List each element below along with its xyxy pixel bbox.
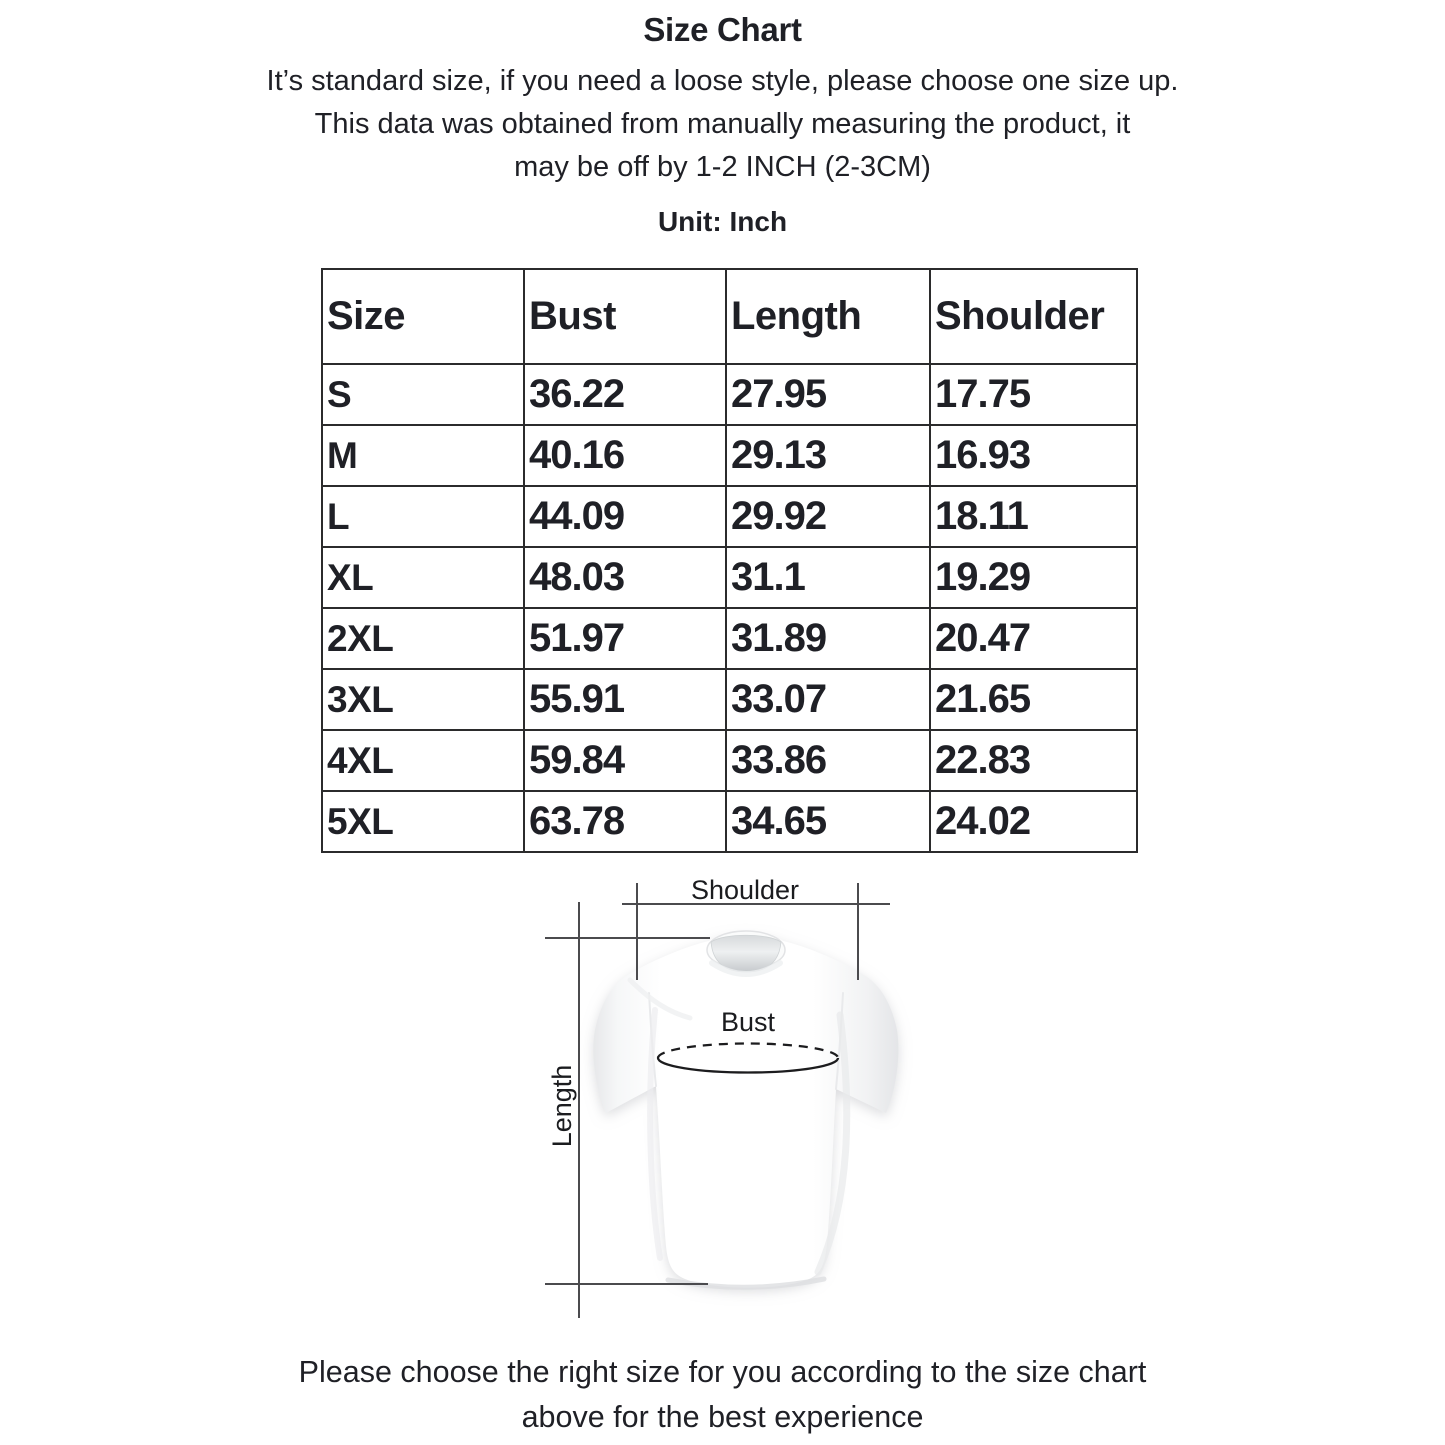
footer-note bbox=[0, 1350, 1445, 1440]
size-cell: L bbox=[322, 486, 524, 547]
size-note-line: This data was obtained from manually measuring the product, it bbox=[314, 108, 1131, 140]
column-header-size: Size bbox=[322, 269, 524, 364]
size-cell: XL bbox=[322, 547, 524, 608]
size-cell: S bbox=[322, 364, 524, 425]
shoulder-cell: 20.47 bbox=[930, 608, 1137, 669]
size-table-header-row bbox=[322, 269, 1137, 364]
length-cell: 33.07 bbox=[726, 669, 930, 730]
bust-measure-label: Bust bbox=[720, 1007, 776, 1037]
bust-cell: 51.97 bbox=[524, 608, 726, 669]
shoulder-cell: 17.75 bbox=[930, 364, 1137, 425]
bust-cell: 63.78 bbox=[524, 791, 726, 852]
length-cell: 29.92 bbox=[726, 486, 930, 547]
shoulder-cell: 16.93 bbox=[930, 425, 1137, 486]
table-row bbox=[322, 486, 1137, 547]
length-cell: 31.1 bbox=[726, 547, 930, 608]
length-cell: 34.65 bbox=[726, 791, 930, 852]
table-row bbox=[322, 791, 1137, 852]
footer-note-line: above for the best experience bbox=[521, 1400, 924, 1434]
table-row bbox=[322, 669, 1137, 730]
size-note-line: may be off by 1-2 INCH (2-3CM) bbox=[514, 151, 931, 183]
table-row bbox=[322, 425, 1137, 486]
column-header-shoulder: Shoulder bbox=[930, 269, 1137, 364]
bust-cell: 55.91 bbox=[524, 669, 726, 730]
size-cell: M bbox=[322, 425, 524, 486]
unit-label: Unit: Inch bbox=[657, 206, 788, 237]
size-cell: 5XL bbox=[322, 791, 524, 852]
size-cell: 2XL bbox=[322, 608, 524, 669]
length-cell: 27.95 bbox=[726, 364, 930, 425]
bust-cell: 36.22 bbox=[524, 364, 726, 425]
shoulder-cell: 19.29 bbox=[930, 547, 1137, 608]
shoulder-cell: 24.02 bbox=[930, 791, 1137, 852]
tshirt-graphic bbox=[593, 931, 898, 1288]
table-row bbox=[322, 608, 1137, 669]
table-row bbox=[322, 547, 1137, 608]
bust-cell: 59.84 bbox=[524, 730, 726, 791]
size-table bbox=[321, 268, 1138, 853]
footer-note-line: Please choose the right size for you according to the size chart bbox=[298, 1355, 1147, 1389]
column-header-length: Length bbox=[726, 269, 930, 364]
table-row bbox=[322, 364, 1137, 425]
page-title: Size Chart bbox=[643, 11, 802, 48]
length-cell: 29.13 bbox=[726, 425, 930, 486]
column-header-bust: Bust bbox=[524, 269, 726, 364]
bust-cell: 40.16 bbox=[524, 425, 726, 486]
shoulder-cell: 18.11 bbox=[930, 486, 1137, 547]
bust-cell: 48.03 bbox=[524, 547, 726, 608]
bust-cell: 44.09 bbox=[524, 486, 726, 547]
table-row bbox=[322, 730, 1137, 791]
length-measure-label: Length bbox=[547, 1064, 577, 1148]
size-note bbox=[0, 60, 1445, 189]
size-cell: 3XL bbox=[322, 669, 524, 730]
length-cell: 31.89 bbox=[726, 608, 930, 669]
shoulder-cell: 21.65 bbox=[930, 669, 1137, 730]
shoulder-cell: 22.83 bbox=[930, 730, 1137, 791]
shoulder-measure-label: Shoulder bbox=[690, 875, 800, 905]
size-cell: 4XL bbox=[322, 730, 524, 791]
size-note-line: It’s standard size, if you need a loose style, please choose one size up. bbox=[266, 65, 1179, 97]
length-cell: 33.86 bbox=[726, 730, 930, 791]
